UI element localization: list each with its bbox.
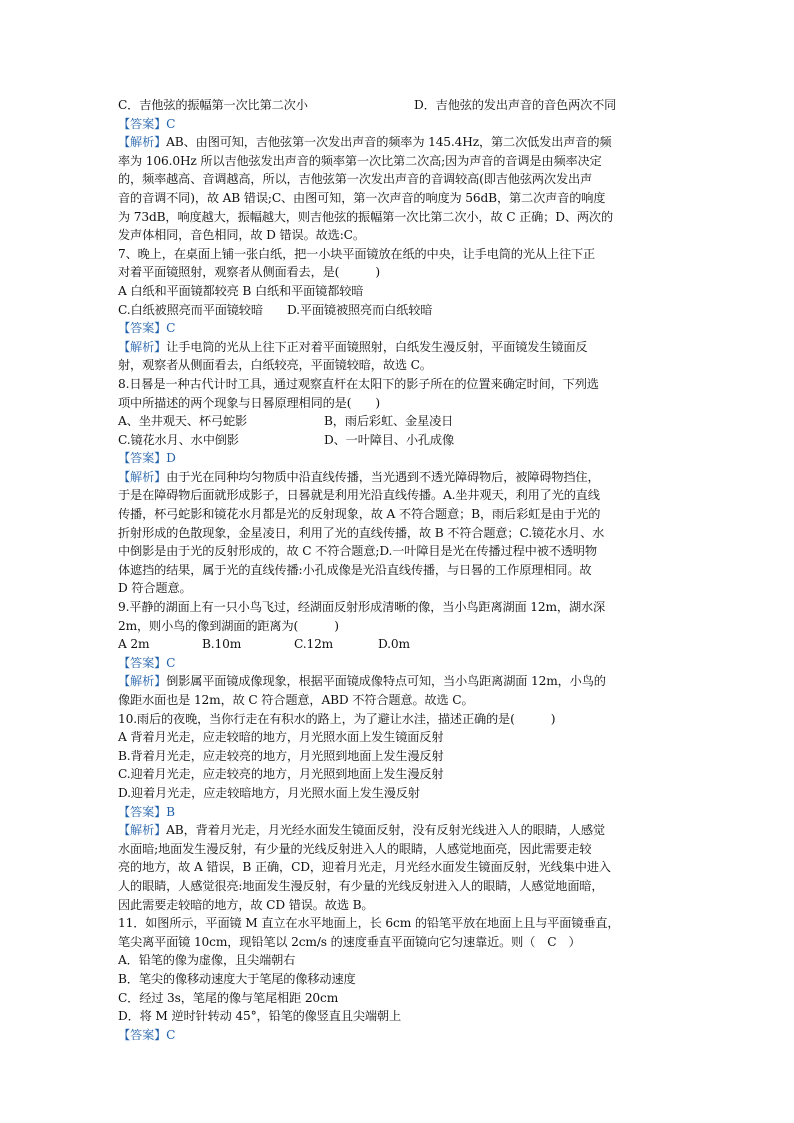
q6-answer (118, 115, 678, 134)
analysis-label: 【解析】 (118, 823, 167, 838)
q8-analysis-line: 【解析】由于光在同种均匀物质中沿直线传播，当光遇到不透光障碍物后，被障碍物挡住， (118, 469, 600, 484)
q10-analysis-line: 因此需要走较暗的地方，故 CD 错误。故选 B。 (118, 897, 374, 912)
q11-option: B．笔尖的像移动速度大于笔尾的像移动速度 (118, 971, 356, 986)
q6-analysis-line: 率为 106.0Hz 所以吉他弦发出声音的频率第一次比第二次高;因为声音的音调是由频率决定 (118, 153, 602, 168)
q8-stem: 项中所描述的两个现象与日晷原理相同的是( ) (118, 395, 380, 410)
q8-analysis-line: 中倒影是由于光的反射形成的，故 C 不符合题意;D.一叶障目是光在传播过程中被不透明物 (118, 544, 597, 559)
q8-options-ab (118, 412, 678, 431)
q8-options-cd (118, 431, 678, 450)
document-page (118, 96, 678, 1044)
answer-label: 【答案】 (118, 116, 167, 131)
q10-option: C.迎着月光走，应走较亮的地方，月光照到地面上发生漫反射 (118, 767, 444, 782)
q6-option-d: D．吉他弦的发出声音的音色两次不同 (414, 98, 617, 112)
q8-analysis-line: 传播，杯弓蛇影和镜花水月都是光的反射现象，故 A 不符合题意；B，雨后彩虹是由于光的 (118, 507, 601, 522)
q8-analysis-line: 于是在障碍物后面就形成影子，日晷就是利用光沿直线传播。A.坐井观天，利用了光的直线 (118, 488, 600, 503)
q9-option-c: C.12m (294, 637, 334, 652)
q9-options (118, 635, 678, 654)
answer-value: C (166, 321, 176, 336)
q11-option: C．经过 3s，笔尾的像与笔尾相距 20cm (118, 990, 339, 1005)
analysis-label: 【解析】 (118, 674, 167, 689)
q10-analysis-line: 人的眼睛，人感觉很亮:地面发生漫反射，有少量的光线反射进入人的眼睛，人感觉地面暗， (118, 878, 604, 893)
answer-label: 【答案】 (118, 1027, 167, 1042)
q9-option-d: D.0m (378, 637, 410, 652)
analysis-label: 【解析】 (118, 469, 167, 484)
q10-answer (118, 803, 678, 822)
q10-analysis-line: 亮的地方，故 A 错误，B 正确，CD，迎着月光走，月光经水面发生镜面反射，光线集中进入 (118, 860, 611, 875)
q8-option-a: A、坐井观天、杯弓蛇影 (118, 414, 248, 429)
q9-stem: 2m，则小鸟的像到湖面的距离为( ) (118, 618, 339, 633)
q6-options-cd (118, 96, 678, 115)
q6-analysis-line: 发声体相同，音色相同，故 D 错误。故选:C。 (118, 228, 365, 243)
q7-options-ab: A 白纸和平面镜都较亮 B 白纸和平面镜都较暗 (118, 283, 364, 298)
q8-analysis-line: 折射形成的色散现象，金星凌日，利用了光的直线传播，故 B 不符合题意；C.镜花水月、水 (118, 525, 605, 540)
q7-stem: 7、晚上，在桌面上铺一张白纸，把一小块平面镜放在纸的中央，让手电筒的光从上往下正 (118, 246, 596, 261)
q10-option: D.迎着月光走，应走较暗地方，月光照水面上发生漫反射 (118, 785, 420, 800)
answer-label: 【答案】 (118, 451, 167, 466)
q10-option: A 背着月光走，应走较暗的地方，月光照水面上发生镜面反射 (118, 730, 444, 745)
q8-option-b: B，雨后彩虹、金星凌日 (324, 414, 454, 429)
q11-option: A．铅笔的像为虚像，且尖端朝右 (118, 953, 296, 968)
q8-answer (118, 449, 678, 468)
q11-option: D．将 M 逆时针转动 45°，铅笔的像竖直且尖端朝上 (118, 1009, 401, 1024)
answer-label: 【答案】 (118, 804, 167, 819)
q6-analysis-line: 【解析】AB、由图可知，吉他弦第一次发出声音的频率为 145.4Hz，第二次低发出声音的频 (118, 135, 612, 150)
q9-analysis-line: 【解析】倒影属平面镜成像现象，根据平面镜成像特点可知，当小鸟距离湖面 12m，小鸟的 (118, 674, 606, 689)
q8-analysis-line: 体遮挡的结果，属于光的直线传播:小孔成像是光沿直线传播，与日晷的工作原理相同。故 (118, 562, 592, 577)
q9-analysis-line: 像距水面也是 12m，故 C 符合题意，ABD 不符合题意。故选 C。 (118, 693, 474, 707)
analysis-label: 【解析】 (118, 135, 167, 150)
q9-option-a: A 2m (118, 637, 150, 652)
answer-value: C (166, 116, 176, 131)
q8-analysis-line: D 符合题意。 (118, 581, 192, 596)
q10-analysis-line: 【解析】AB，背着月光走，月光经水面发生镜面反射，没有反射光线进入人的眼睛，人感觉 (118, 823, 605, 838)
answer-value: C (166, 655, 176, 670)
answer-value: C (166, 1027, 176, 1042)
q6-analysis-line: 音的音调不同)，故 AB 错误;C、由图可知，第一次声音的响度为 56dB，第二次声音的响度 (118, 190, 606, 205)
q6-option-c: C．吉他弦的振幅第一次比第二次小 (118, 98, 308, 112)
q6-analysis-line: 的，频率越高、音调越高，所以，吉他弦第一次发出声音的音调较高(即吉他弦两次发出声 (118, 172, 593, 187)
q10-analysis-line: 水面暗;地面发生漫反射，有少量的光线反射进入人的眼睛，人感觉地面亮，因此需要走较 (118, 841, 592, 856)
q7-stem: 对着平面镜照射，观察者从侧面看去，是( ) (118, 265, 380, 280)
q11-stem: 11．如图所示，平面镜 M 直立在水平地面上，长 6cm 的铅笔平放在地面上且与平面镜垂直， (118, 916, 620, 931)
q9-stem: 9.平静的湖面上有一只小鸟飞过，经湖面反射形成清晰的像，当小鸟距离湖面 12m，湖水深 (118, 600, 606, 615)
answer-label: 【答案】 (118, 321, 167, 336)
answer-label: 【答案】 (118, 655, 167, 670)
q11-answer (118, 1026, 678, 1045)
q10-option: B.背着月光走，应走较亮的地方，月光照到地面上发生漫反射 (118, 748, 444, 763)
q9-answer (118, 654, 678, 673)
q8-option-c: C.镜花水月、水中倒影 (118, 432, 239, 447)
q10-stem: 10.雨后的夜晚，当你行走在有积水的路上，为了避让水洼，描述正确的是( ) (118, 711, 556, 726)
analysis-label: 【解析】 (118, 339, 167, 354)
answer-value: D (166, 451, 176, 466)
q6-analysis-line: 为 73dB，响度越大，振幅越大，则吉他弦的振幅第一次比第二次小，故 C 正确；D、两次的 (118, 209, 613, 224)
q7-analysis-line: 射，观察者从侧面看去，白纸较亮，平面镜较暗，故选 C。 (118, 358, 432, 373)
q7-answer (118, 319, 678, 338)
q9-option-b: B.10m (202, 637, 242, 652)
q8-option-d: D、一叶障目、小孔成像 (324, 432, 454, 447)
q7-analysis-line: 【解析】让手电筒的光从上往下正对着平面镜照射，白纸发生漫反射，平面镜发生镜面反 (118, 339, 588, 354)
answer-value: B (166, 804, 175, 819)
q7-options-cd: C.白纸被照亮而平面镜较暗 D.平面镜被照亮而白纸较暗 (118, 302, 433, 317)
q11-stem: 笔尖离平面镜 10cm，现铅笔以 2cm/s 的速度垂直平面镜向它匀速靠近。则（ C ） (118, 934, 581, 949)
q8-stem: 8.日晷是一种古代计时工具，通过观察直杆在太阳下的影子所在的位置来确定时间，下列选 (118, 376, 599, 391)
